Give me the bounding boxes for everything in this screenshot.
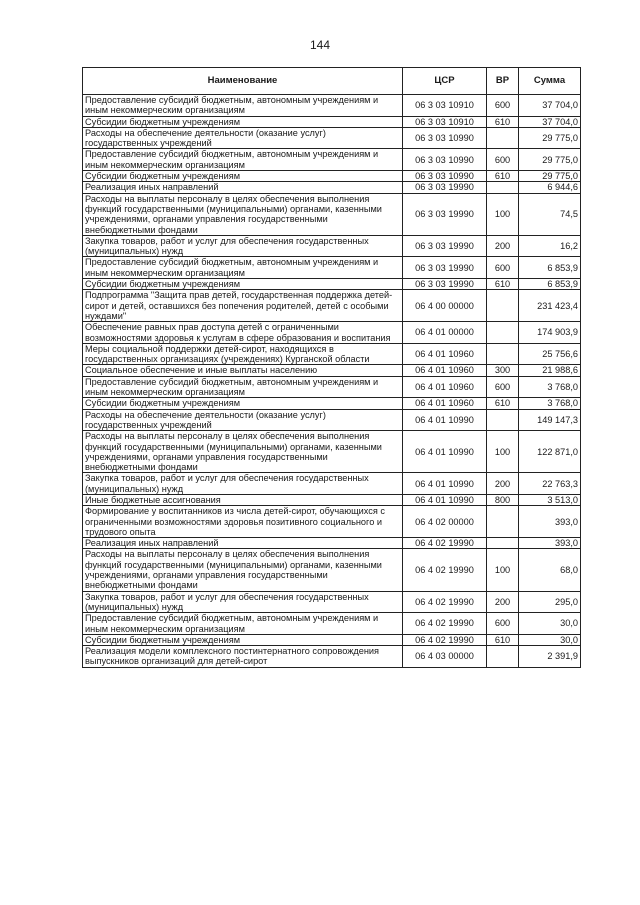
table-row — [83, 591, 581, 613]
row-vr: 600 — [487, 613, 519, 635]
row-csr: 06 4 02 19990 — [403, 613, 487, 635]
row-vr — [487, 290, 519, 322]
table-row — [83, 182, 581, 193]
row-sum: 174 903,9 — [519, 322, 581, 344]
row-name: Реализация иных направлений — [83, 182, 403, 193]
row-name: Предоставление субсидий бюджетным, автономным учреждениям и иным некоммерческим организациям — [83, 257, 403, 279]
table-row — [83, 193, 581, 235]
header-vr: ВР — [487, 68, 519, 95]
table-row — [83, 171, 581, 182]
row-name: Формирование у воспитанников из числа детей-сирот, обучающихся с ограниченными возможностями здоровья позитивного социального и трудового опыта — [83, 506, 403, 538]
table-row — [83, 494, 581, 505]
row-sum: 25 756,6 — [519, 343, 581, 365]
row-vr: 600 — [487, 95, 519, 117]
row-sum: 29 775,0 — [519, 171, 581, 182]
row-vr: 610 — [487, 171, 519, 182]
row-vr — [487, 409, 519, 431]
row-vr: 300 — [487, 365, 519, 376]
table-row — [83, 290, 581, 322]
row-vr: 600 — [487, 257, 519, 279]
header-sum: Сумма — [519, 68, 581, 95]
row-vr: 100 — [487, 549, 519, 591]
row-vr: 100 — [487, 193, 519, 235]
row-vr — [487, 538, 519, 549]
row-csr: 06 4 01 10990 — [403, 494, 487, 505]
row-name: Предоставление субсидий бюджетным, автономным учреждениям и иным некоммерческим организациям — [83, 376, 403, 398]
row-name: Предоставление субсидий бюджетным, автономным учреждениям и иным некоммерческим организациям — [83, 149, 403, 171]
table-row — [83, 235, 581, 257]
row-name: Реализация иных направлений — [83, 538, 403, 549]
row-sum: 21 988,6 — [519, 365, 581, 376]
row-vr: 200 — [487, 473, 519, 495]
row-csr: 06 4 02 19990 — [403, 591, 487, 613]
header-csr: ЦСР — [403, 68, 487, 95]
row-csr: 06 3 03 19990 — [403, 279, 487, 290]
row-sum: 6 944,6 — [519, 182, 581, 193]
row-sum: 30,0 — [519, 613, 581, 635]
row-csr: 06 4 01 00000 — [403, 322, 487, 344]
row-sum: 295,0 — [519, 591, 581, 613]
row-name: Расходы на выплаты персоналу в целях обеспечения выполнения функций государственными (муниципальными) органами, казенными учреждениями, органами управления государственными внебюджетными фондами — [83, 193, 403, 235]
row-sum: 68,0 — [519, 549, 581, 591]
row-sum: 6 853,9 — [519, 279, 581, 290]
table-row — [83, 95, 581, 117]
row-sum: 122 871,0 — [519, 431, 581, 473]
row-sum: 231 423,4 — [519, 290, 581, 322]
table-row — [83, 613, 581, 635]
row-sum: 30,0 — [519, 634, 581, 645]
row-sum: 2 391,9 — [519, 646, 581, 668]
table-row — [83, 365, 581, 376]
row-csr: 06 3 03 10990 — [403, 127, 487, 149]
table-row — [83, 376, 581, 398]
row-name: Субсидии бюджетным учреждениям — [83, 116, 403, 127]
table-row — [83, 343, 581, 365]
row-sum: 37 704,0 — [519, 116, 581, 127]
row-csr: 06 3 03 10990 — [403, 149, 487, 171]
row-vr: 610 — [487, 398, 519, 409]
row-vr — [487, 506, 519, 538]
row-vr: 610 — [487, 634, 519, 645]
row-sum: 393,0 — [519, 538, 581, 549]
row-vr: 200 — [487, 235, 519, 257]
header-name: Наименование — [83, 68, 403, 95]
row-sum: 393,0 — [519, 506, 581, 538]
row-sum: 3 513,0 — [519, 494, 581, 505]
page-number: 144 — [309, 38, 331, 52]
row-name: Предоставление субсидий бюджетным, автономным учреждениям и иным некоммерческим организациям — [83, 95, 403, 117]
row-vr: 200 — [487, 591, 519, 613]
row-name: Подпрограмма "Защита прав детей, государственная поддержка детей-сирот и детей, оставшихся без попечения родителей, детей с особыми нуждами" — [83, 290, 403, 322]
table-row — [83, 549, 581, 591]
row-name: Закупка товаров, работ и услуг для обеспечения государственных (муниципальных) нужд — [83, 473, 403, 495]
row-vr: 600 — [487, 376, 519, 398]
row-csr: 06 4 01 10990 — [403, 409, 487, 431]
row-sum: 149 147,3 — [519, 409, 581, 431]
row-csr: 06 3 03 19990 — [403, 182, 487, 193]
row-sum: 3 768,0 — [519, 376, 581, 398]
table-row — [83, 322, 581, 344]
row-vr: 610 — [487, 116, 519, 127]
row-name: Закупка товаров, работ и услуг для обеспечения государственных (муниципальных) нужд — [83, 591, 403, 613]
table-row — [83, 634, 581, 645]
row-sum: 29 775,0 — [519, 127, 581, 149]
row-vr: 800 — [487, 494, 519, 505]
row-name: Расходы на обеспечение деятельности (оказание услуг) государственных учреждений — [83, 127, 403, 149]
table-row — [83, 431, 581, 473]
row-vr — [487, 646, 519, 668]
row-name: Субсидии бюджетным учреждениям — [83, 634, 403, 645]
row-name: Меры социальной поддержки детей-сирот, находящихся в государственных организациях (учреждениях) Курганской области — [83, 343, 403, 365]
row-csr: 06 3 03 19990 — [403, 193, 487, 235]
row-name: Социальное обеспечение и иные выплаты населению — [83, 365, 403, 376]
table-row — [83, 149, 581, 171]
row-csr: 06 4 00 00000 — [403, 290, 487, 322]
row-csr: 06 4 02 00000 — [403, 506, 487, 538]
table-row — [83, 116, 581, 127]
row-csr: 06 3 03 10990 — [403, 171, 487, 182]
row-csr: 06 4 01 10960 — [403, 365, 487, 376]
row-vr — [487, 127, 519, 149]
row-sum: 22 763,3 — [519, 473, 581, 495]
row-sum: 16,2 — [519, 235, 581, 257]
row-vr — [487, 182, 519, 193]
row-name: Предоставление субсидий бюджетным, автономным учреждениям и иным некоммерческим организациям — [83, 613, 403, 635]
row-csr: 06 4 01 10960 — [403, 343, 487, 365]
row-name: Субсидии бюджетным учреждениям — [83, 279, 403, 290]
row-sum: 74,5 — [519, 193, 581, 235]
row-vr: 600 — [487, 149, 519, 171]
row-csr: 06 4 01 10960 — [403, 376, 487, 398]
row-name: Расходы на обеспечение деятельности (оказание услуг) государственных учреждений — [83, 409, 403, 431]
table-row — [83, 279, 581, 290]
table-body — [83, 95, 581, 668]
row-sum: 3 768,0 — [519, 398, 581, 409]
row-csr: 06 4 02 19990 — [403, 634, 487, 645]
table-row — [83, 398, 581, 409]
row-sum: 37 704,0 — [519, 95, 581, 117]
row-vr — [487, 322, 519, 344]
table-header-row — [83, 68, 581, 95]
row-name: Расходы на выплаты персоналу в целях обеспечения выполнения функций государственными (муниципальными) органами, казенными учреждениями, органами управления государственными внебюджетными фондами — [83, 549, 403, 591]
row-name: Субсидии бюджетным учреждениям — [83, 171, 403, 182]
row-vr: 610 — [487, 279, 519, 290]
table-row — [83, 473, 581, 495]
row-sum: 29 775,0 — [519, 149, 581, 171]
row-csr: 06 3 03 10910 — [403, 116, 487, 127]
row-csr: 06 4 02 19990 — [403, 538, 487, 549]
row-csr: 06 4 02 19990 — [403, 549, 487, 591]
row-csr: 06 3 03 19990 — [403, 235, 487, 257]
row-name: Расходы на выплаты персоналу в целях обеспечения выполнения функций государственными (муниципальными) органами, казенными учреждениями, органами управления государственными внебюджетными фондами — [83, 431, 403, 473]
table-row — [83, 409, 581, 431]
row-vr: 100 — [487, 431, 519, 473]
table-row — [83, 646, 581, 668]
row-csr: 06 4 01 10990 — [403, 473, 487, 495]
row-csr: 06 4 03 00000 — [403, 646, 487, 668]
row-name: Закупка товаров, работ и услуг для обеспечения государственных (муниципальных) нужд — [83, 235, 403, 257]
table-row — [83, 506, 581, 538]
row-name: Обеспечение равных прав доступа детей с ограниченными возможностями здоровья к услугам в сфере образования и воспитания — [83, 322, 403, 344]
budget-table — [82, 67, 581, 668]
row-name: Субсидии бюджетным учреждениям — [83, 398, 403, 409]
row-csr: 06 4 01 10960 — [403, 398, 487, 409]
row-name: Реализация модели комплексного постинтернатного сопровождения выпускников организаций для детей-сирот — [83, 646, 403, 668]
row-csr: 06 4 01 10990 — [403, 431, 487, 473]
table-row — [83, 257, 581, 279]
row-sum: 6 853,9 — [519, 257, 581, 279]
row-name: Иные бюджетные ассигнования — [83, 494, 403, 505]
table-row — [83, 127, 581, 149]
row-csr: 06 3 03 10910 — [403, 95, 487, 117]
row-csr: 06 3 03 19990 — [403, 257, 487, 279]
table-row — [83, 538, 581, 549]
row-vr — [487, 343, 519, 365]
